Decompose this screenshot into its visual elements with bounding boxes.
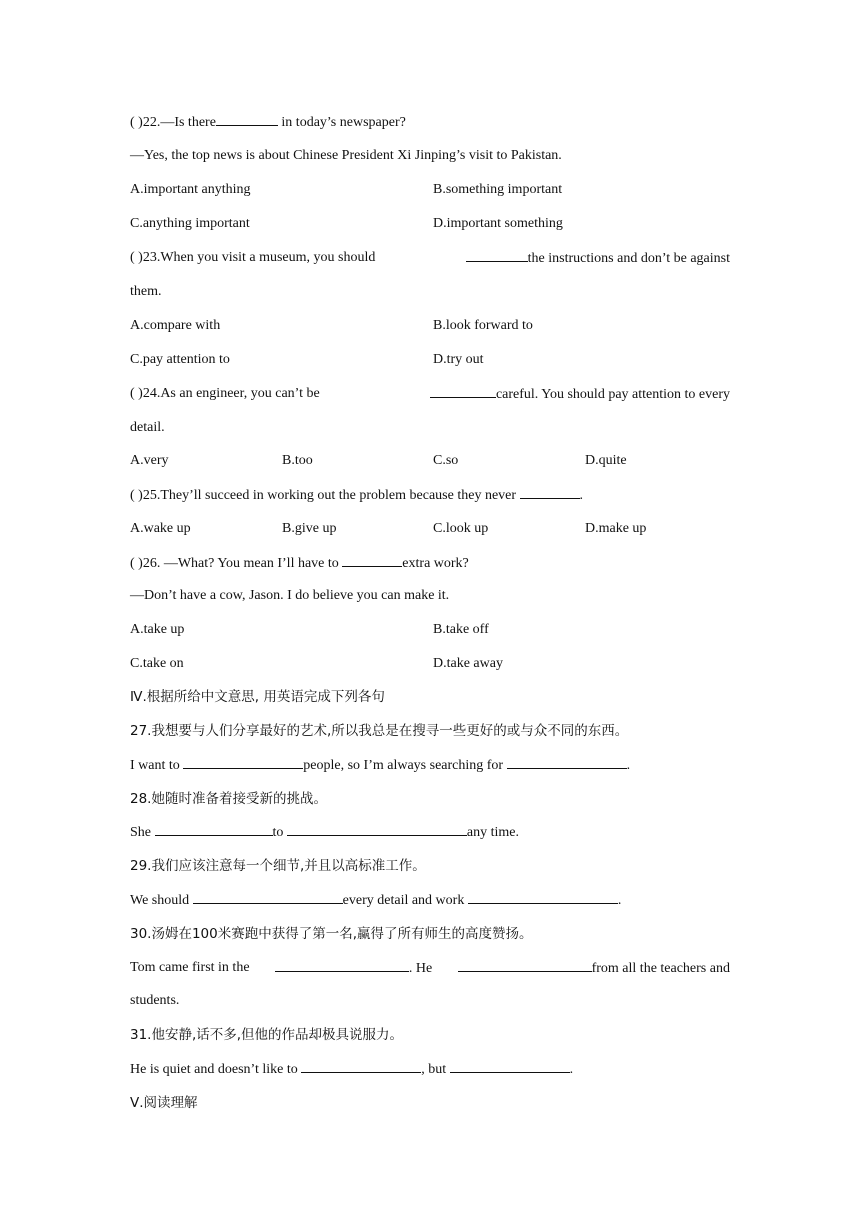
section-5-title: Ⅴ.阅读理解 [130,1095,198,1111]
q22-stem [130,112,406,133]
q22-reply: —Yes, the top news is about Chinese President Xi Jinping’s visit to Pakistan. [130,148,562,163]
q29-chinese: 29.我们应该注意每一个细节,并且以高标准工作。 [130,858,426,874]
q24-option-b: B.too [282,453,313,468]
q25-stem [130,485,583,506]
q29-text-1: We should [130,893,190,908]
q31-text-2: , but [421,1062,447,1077]
q31-chinese: 31.他安静,话不多,但他的作品却极具说服力。 [130,1027,404,1043]
q24-stem-end: careful. You should pay attention to every [495,387,730,402]
q27-text-3: . [626,758,631,773]
q23-stem-end: the instructions and don’t be against [527,251,730,266]
q28-chinese: 28.她随时准备着接受新的挑战。 [130,791,327,807]
q24-stem [130,384,730,405]
q23-option-b: B.look forward to [433,318,533,333]
q26-option-c: C.take on [130,656,184,671]
q31-blank-1[interactable] [301,1059,421,1073]
q22-stem-end: in today’s newspaper? [277,115,406,130]
q29-text-2: every detail and work [342,893,465,908]
q27-text-1: I want to [130,758,180,773]
q29-english [130,890,621,911]
q27-chinese: 27.我想要与人们分享最好的艺术,所以我总是在搜寻一些更好的或与众不同的东西。 [130,723,629,739]
q28-blank-2[interactable] [287,822,467,836]
q23-stem [130,248,730,269]
q30-english [130,958,730,979]
q24-stem-start: ( )24.As an engineer, you can’t be [130,386,320,401]
q30-blank-1[interactable] [275,958,409,972]
section-4-title: Ⅳ.根据所给中文意思, 用英语完成下列各句 [130,689,385,705]
q27-english [130,755,630,776]
q26-option-a: A.take up [130,622,185,637]
q23-option-d: D.try out [433,352,484,367]
q25-stem-end: . [579,488,584,503]
q26-stem-end: extra work? [402,556,469,571]
q27-blank-2[interactable] [507,755,627,769]
q29-blank-1[interactable] [193,890,343,904]
q24-blank[interactable] [430,384,496,398]
q22-option-a: A.important anything [130,182,251,197]
q25-option-d: D.make up [585,521,647,536]
q22-option-c: C.anything important [130,216,250,231]
q30-chinese: 30.汤姆在100米赛跑中获得了第一名,赢得了所有师生的高度赞扬。 [130,926,533,942]
q25-blank[interactable] [520,485,580,499]
q30-blank-2[interactable] [458,958,592,972]
q23-stem-cont: them. [130,284,162,299]
q31-text-3: . [569,1062,574,1077]
q25-option-a: A.wake up [130,521,191,536]
q23-stem-start: ( )23.When you visit a museum, you should [130,250,376,265]
q29-blank-2[interactable] [468,890,618,904]
q28-text-1: She [130,825,151,840]
q23-option-c: C.pay attention to [130,352,230,367]
q24-option-d: D.quite [585,453,627,468]
q28-english [130,822,519,843]
q26-blank[interactable] [342,553,402,567]
q27-blank-1[interactable] [183,755,303,769]
q22-stem-start: ( )22.—Is there [130,115,216,130]
q30-english-cont: students. [130,993,180,1008]
q31-blank-2[interactable] [450,1059,570,1073]
q26-option-b: B.take off [433,622,489,637]
q22-option-d: D.important something [433,216,563,231]
q23-option-a: A.compare with [130,318,221,333]
q24-stem-cont: detail. [130,420,165,435]
q30-text-3: from all the teachers and [591,961,730,976]
q25-option-b: B.give up [282,521,337,536]
q31-text-1: He is quiet and doesn’t like to [130,1062,298,1077]
q30-text-1: Tom came first in the [130,960,250,975]
q26-stem-start: ( )26. —What? You mean I’ll have to [130,556,339,571]
q29-text-3: . [617,893,622,908]
q23-blank[interactable] [466,248,528,262]
q28-text-2: to [272,825,284,840]
q30-text-2: . He [408,961,433,976]
q26-stem [130,553,469,574]
q28-blank-1[interactable] [155,822,273,836]
q31-english [130,1059,573,1080]
q25-stem-start: ( )25.They’ll succeed in working out the problem because they never [130,488,517,503]
q24-option-c: C.so [433,453,459,468]
q28-text-3: any time. [466,825,519,840]
q26-reply: —Don’t have a cow, Jason. I do believe you can make it. [130,588,450,603]
q22-option-b: B.something important [433,182,563,197]
q27-text-2: people, so I’m always searching for [303,758,504,773]
q25-option-c: C.look up [433,521,489,536]
q22-blank[interactable] [216,112,278,126]
q26-option-d: D.take away [433,656,503,671]
q24-option-a: A.very [130,453,169,468]
